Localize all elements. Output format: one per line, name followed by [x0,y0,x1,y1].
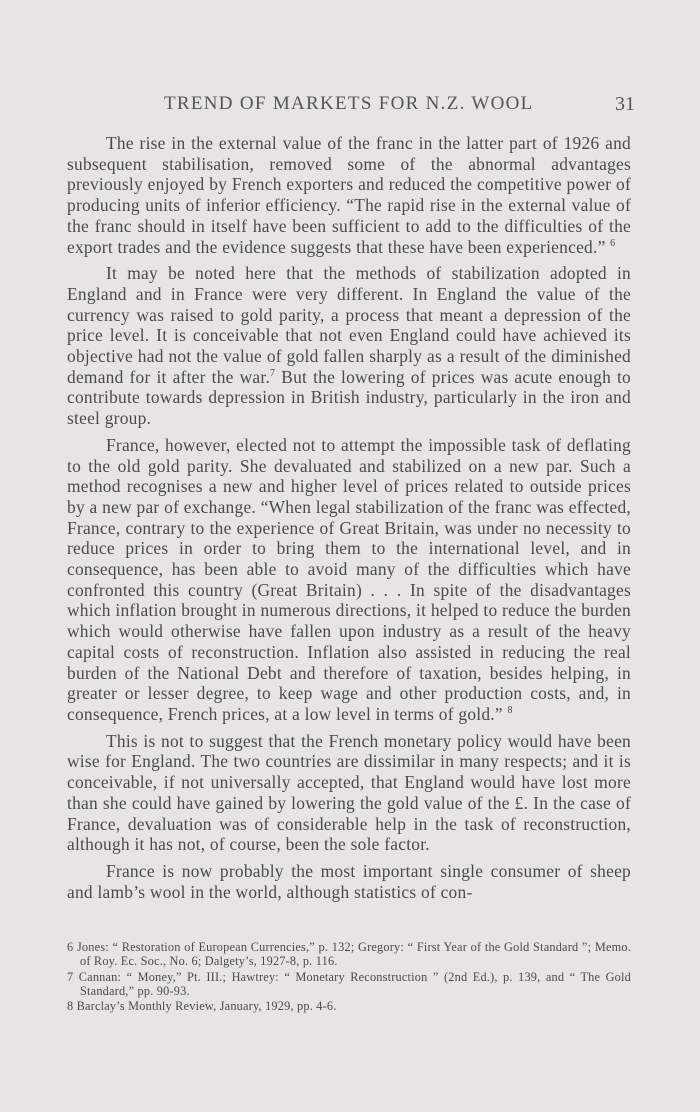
footnote-ref: 7 [270,367,276,379]
running-title: TREND OF MARKETS FOR N.Z. WOOL [164,93,534,114]
page-header [67,93,635,119]
footnote: 7 Cannan: “ Money,” Pt. III.; Hawtrey: “ Monetary Reconstruction ” (2nd Ed.), p. 139, and “ The Gold Standard,” pp. 90-93. [67,969,631,998]
paragraph [67,133,631,257]
paragraph-text: France is now probably the most important single consumer of sheep and lamb’s wool in the world, although statistics of con- [67,860,631,902]
body-text [67,133,631,908]
paragraph [67,435,631,725]
footnote-ref: 8 [507,705,513,717]
page-number: 31 [615,93,635,115]
footnotes [67,940,631,1014]
paragraph [67,731,631,855]
paragraph-text: This is not to suggest that the French monetary policy would have been wise for England. The two countries are dissimilar in many respects; and it is conceivable, if not universally accepted, that England would have lost more than she could have gained by lowering the gold value of the £. In the case of France, devaluation was of considerable help in the task of reconstruction, although it has not, of course, been the sole factor. [67,730,631,855]
paragraph-text: The rise in the external value of the franc in the latter part of 1926 and subsequent stabilisation, removed some of the abnormal advantages previously enjoyed by French exporters and reduced the competitive power of producing units of inferior efficiency. “The rapid rise in the external value of the franc should in itself have been sufficient to add to the difficulties of the export trades and the evidence suggests that these have been experienced.” [67,133,631,257]
paragraph-text: France, however, elected not to attempt the impossible task of deflating to the old gold parity. She devaluated and stabilized on a new par. Such a method recognises a new and higher level of prices related to outside prices by a new par of exchange. “When legal stabilization of the franc was effected, France, contrary to the experience of Great Britain, was under no necessity to reduce prices in order to bring them to the international level, and in consequence, has been able to avoid many of the difficulties which have confronted this country (Great Britain) . . . In spite of the disadvantages which inflation brought in numerous directions, it helped to reduce the burden which would otherwise have fallen upon industry as a result of the heavy capital costs of reconstruction. Inflation also assisted in reducing the real burden of the National Debt and therefore of taxation, besides helping, in greater or lesser degree, to keep wage and other production costs, and, in consequence, French prices, at a low level in terms of gold.” [67,434,631,724]
footnote-ref: 6 [610,237,616,249]
footnote: 6 Jones: “ Restoration of European Currencies,” p. 132; Gregory: “ First Year of the Gold Standard ”; Memo. of Roy. Ec. Soc., No. 6; Dalgety’s, 1927-8, p. 116. [67,940,631,969]
paragraph [67,263,631,429]
paragraph [67,861,631,902]
footnote: 8 Barclay’s Monthly Review, January, 1929, pp. 4-6. [67,999,337,1014]
paragraph-text: It may be noted here that the methods of stabilization adopted in England and in France were very different. In England the value of the currency was raised to gold parity, a process that meant a depression of the price level. It is conceivable that not even England could have achieved its objective had not the value of gold fallen sharply as a result of the diminished demand for it after the war. [67,263,631,387]
paragraph-text: But the lowering of prices was acute enough to contribute towards depression in British industry, particularly in the iron and steel group. [67,366,631,429]
